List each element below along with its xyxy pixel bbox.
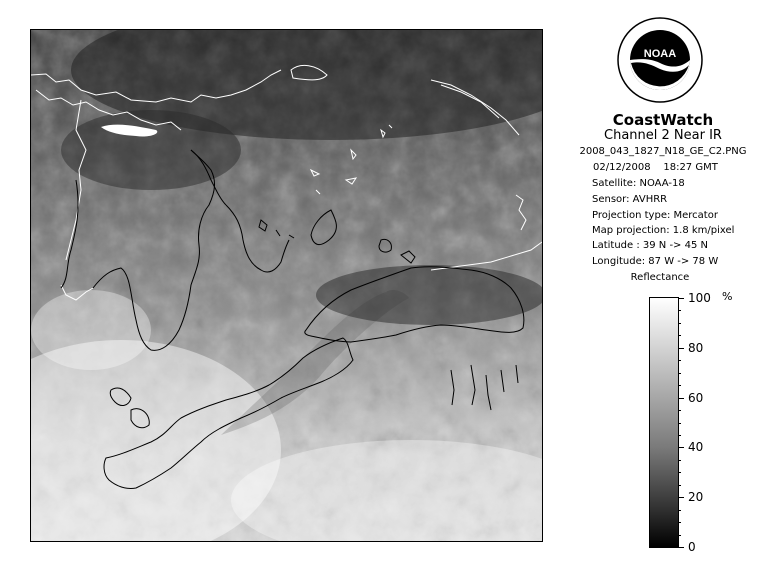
channel-subtitle: Channel 2 Near IR xyxy=(604,128,722,143)
colorbar-minor-tick xyxy=(678,360,681,361)
colorbar-minor-tick xyxy=(678,510,681,511)
colorbar-major-tick xyxy=(678,298,684,299)
colorbar-tick-label: 100 xyxy=(688,291,711,305)
legend-label: Reflectance xyxy=(630,272,690,283)
colorbar-minor-tick xyxy=(678,435,681,436)
colorbar-tick-label: 20 xyxy=(688,490,704,505)
logo-center-text: NOAA xyxy=(643,48,677,60)
map-projection-info: Map projection: 1.8 km/pixel xyxy=(592,225,735,236)
colorbar-tick-label: 0 xyxy=(688,540,696,554)
satellite-info: Satellite: NOAA-18 xyxy=(592,178,685,189)
colorbar-major-tick xyxy=(678,348,684,349)
colorbar-minor-tick xyxy=(678,423,681,424)
reflectance-colorbar xyxy=(649,297,679,548)
projection-type-info: Projection type: Mercator xyxy=(592,210,718,221)
colorbar-minor-tick xyxy=(678,410,681,411)
colorbar-minor-tick xyxy=(678,472,681,473)
acquisition-datetime: 02/12/2008 18:27 GMT xyxy=(593,162,718,173)
colorbar-tick-label: 80 xyxy=(688,340,704,355)
colorbar-minor-tick xyxy=(678,535,681,536)
longitude-info: Longitude: 87 W -> 78 W xyxy=(592,256,719,267)
colorbar-major-tick xyxy=(678,447,684,448)
colorbar-minor-tick xyxy=(678,460,681,461)
image-filename: 2008_043_1827_N18_GE_C2.PNG xyxy=(579,146,747,157)
colorbar-tick-label: 60 xyxy=(688,390,704,405)
colorbar-major-tick xyxy=(678,398,684,399)
colorbar-major-tick xyxy=(678,497,684,498)
colorbar-tick-label: 40 xyxy=(688,440,704,455)
colorbar-minor-tick xyxy=(678,385,681,386)
colorbar-minor-tick xyxy=(678,335,681,336)
colorbar-major-tick xyxy=(678,547,684,548)
satellite-image-panel xyxy=(30,29,543,542)
colorbar-minor-tick xyxy=(678,323,681,324)
app-title: CoastWatch xyxy=(612,111,714,129)
sensor-info: Sensor: AVHRR xyxy=(592,194,668,205)
noaa-logo xyxy=(617,17,703,103)
colorbar-minor-tick xyxy=(678,522,681,523)
colorbar-minor-tick xyxy=(678,373,681,374)
colorbar-minor-tick xyxy=(678,310,681,311)
colorbar-minor-tick xyxy=(678,485,681,486)
latitude-info: Latitude : 39 N -> 45 N xyxy=(592,240,708,251)
satellite-image xyxy=(31,30,542,541)
legend-unit: % xyxy=(722,290,733,303)
